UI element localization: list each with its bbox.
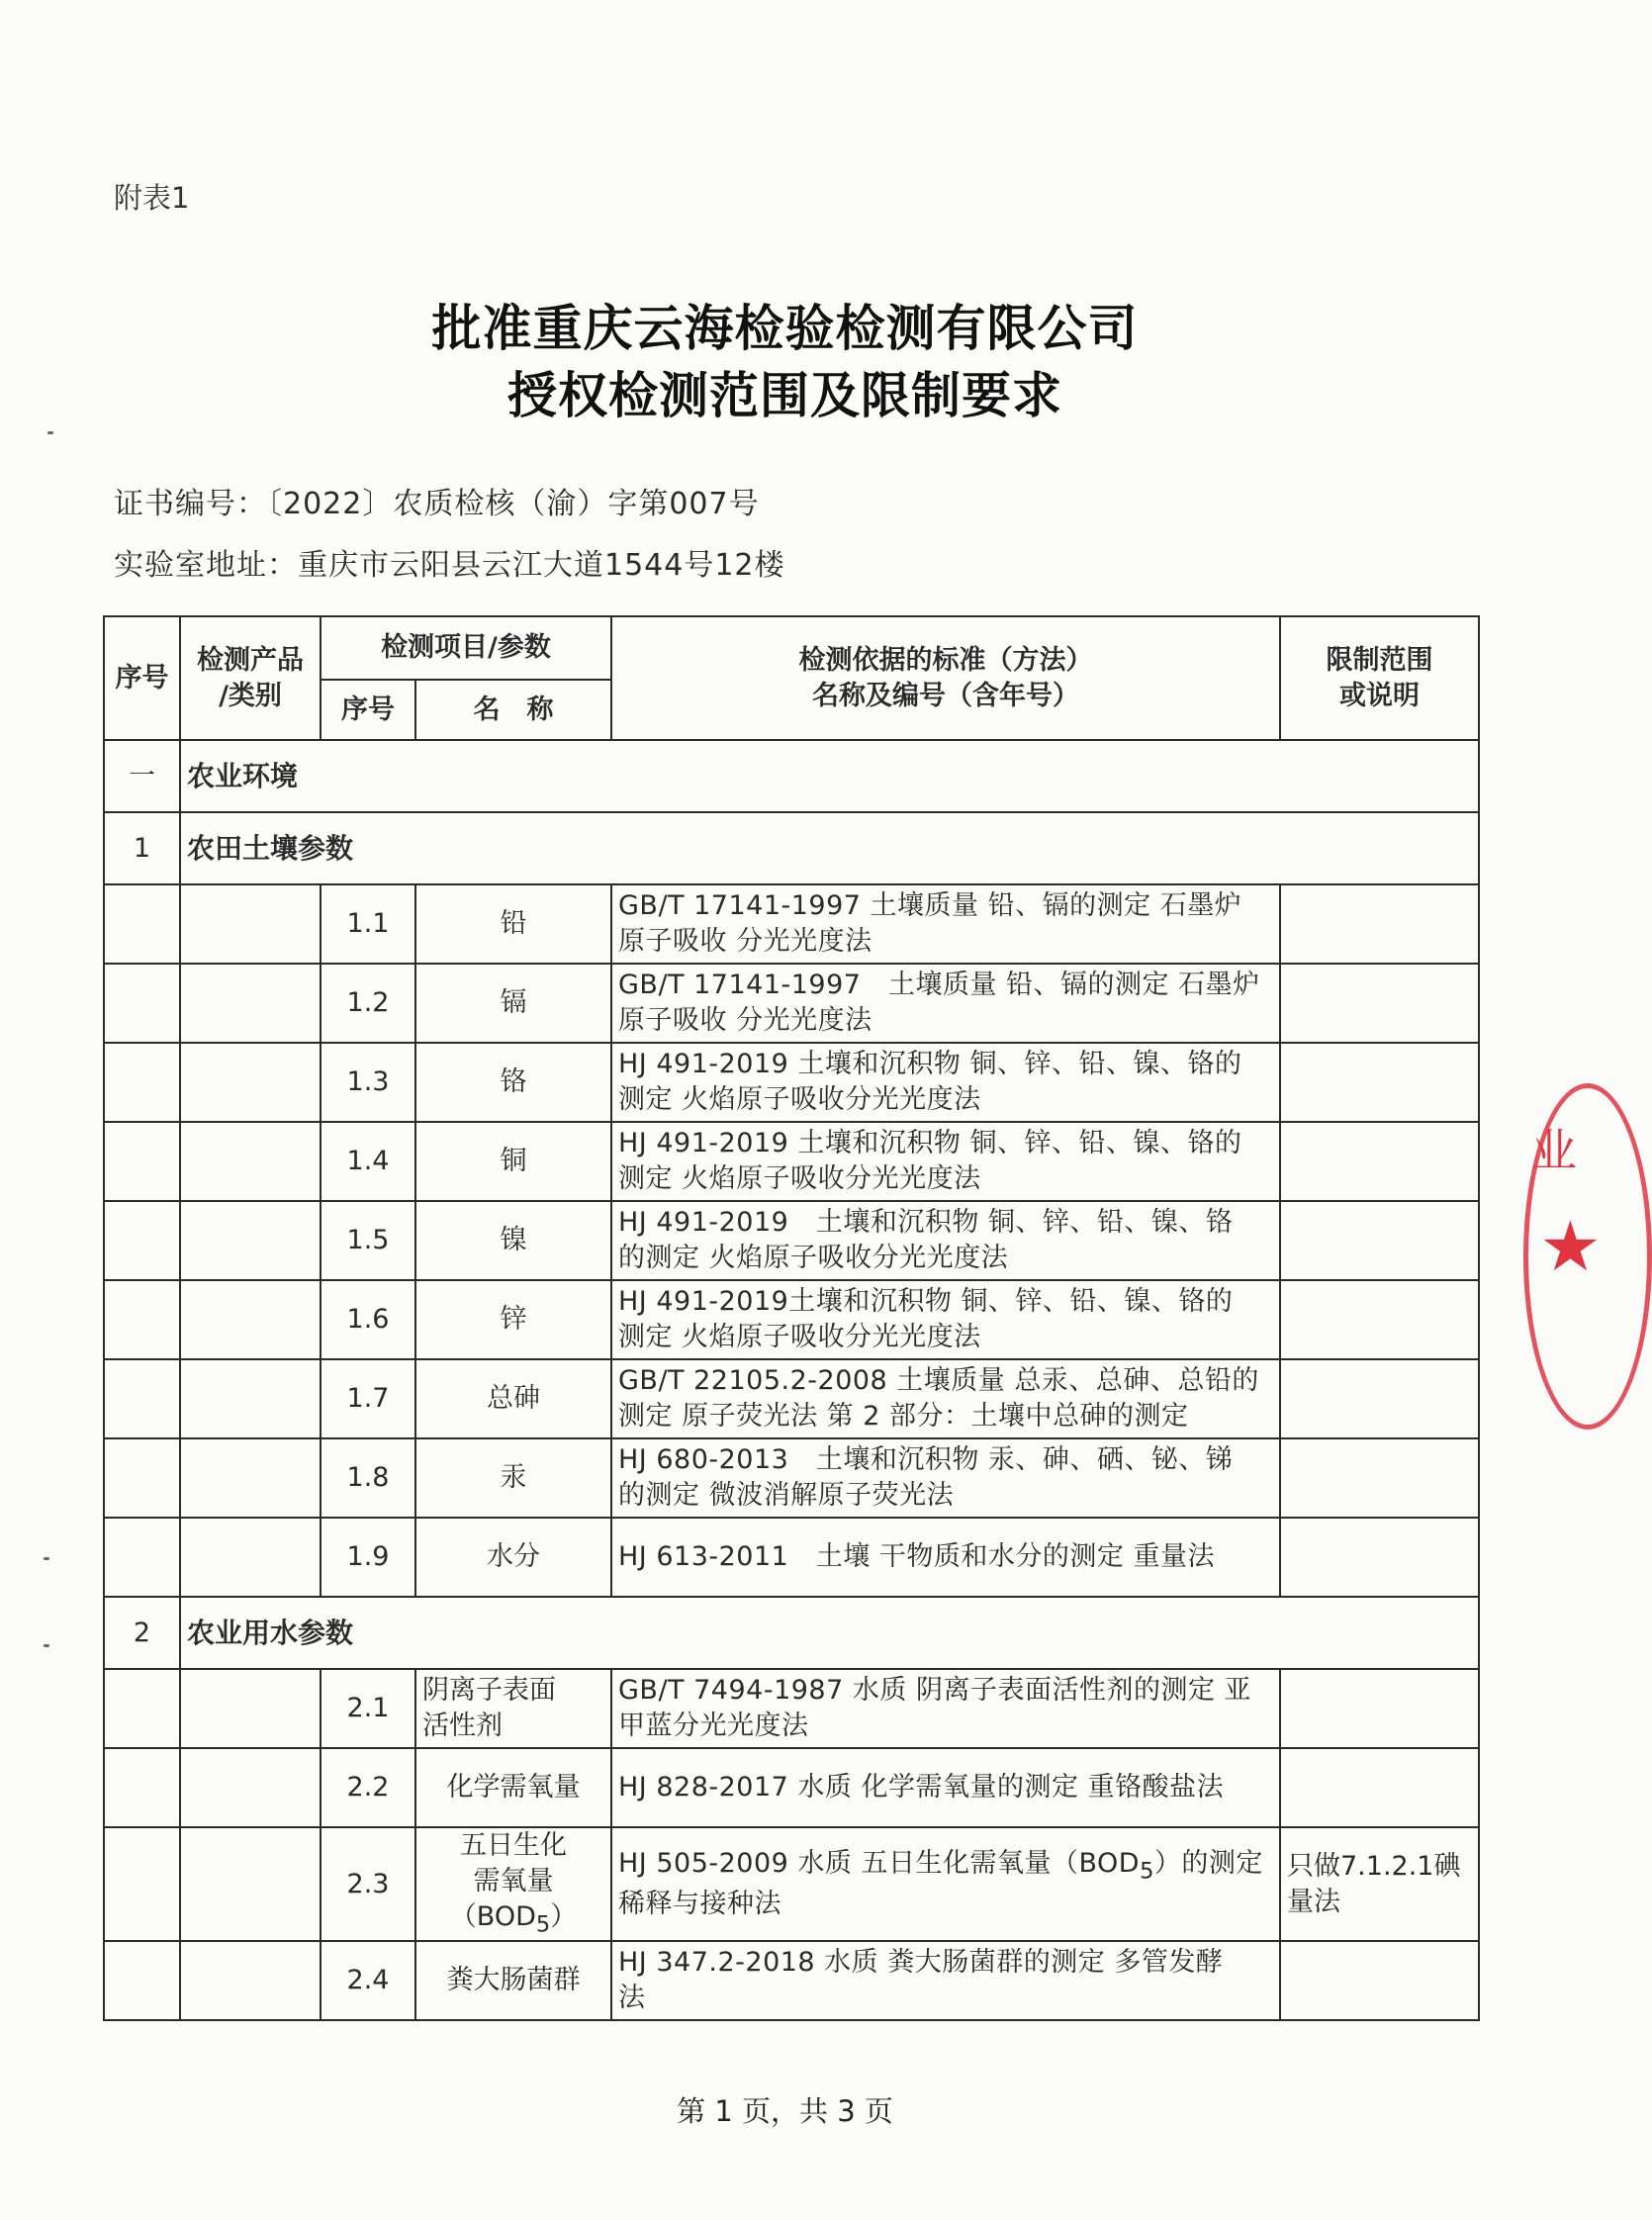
scan-speck [44,1557,49,1560]
std-part-b: ）的测定 [1153,1847,1263,1879]
header-standard-line2: 名称及编号（含年号） [812,680,1079,711]
empty-cell [180,1518,321,1597]
item-standard-line1: HJ 347.2-2018 水质 粪大肠菌群的测定 多管发酵 [618,1947,1224,1979]
section-row-water [104,1597,1479,1669]
item-standard [611,1280,1280,1359]
page-title-line2: 授权检测范围及限制要求 [507,367,1062,424]
table-row [104,1941,1479,2020]
item-seq: 1.6 [321,1280,415,1359]
item-standard-line2: 测定 火焰原子吸收分光光度法 [618,1163,981,1194]
item-limit-line1: 只做7.1.2.1碘 [1287,1850,1461,1882]
item-standard-line1: HJ 613-2011 土壤 干物质和水分的测定 重量法 [618,1541,1216,1573]
item-limit [1280,1438,1479,1518]
item-name: 汞 [415,1438,611,1518]
bod-open: （BOD [449,1900,536,1932]
std-part-a: HJ 505-2009 水质 五日生化需氧量（BOD [618,1847,1141,1879]
header-category-line1: 检测产品 [197,644,304,676]
item-name: 铬 [415,1043,611,1122]
empty-cell [180,1280,321,1359]
scope-table [103,615,1480,2021]
page-footer: 第 1 页，共 3 页 [677,2094,893,2128]
item-limit [1280,1359,1479,1438]
section-label: 农田土壤参数 [180,812,1479,884]
item-seq: 1.3 [321,1043,415,1122]
scan-speck [44,1644,49,1647]
empty-cell [180,1359,321,1438]
item-name-line1: 阴离子表面 [422,1675,556,1707]
empty-cell [180,884,321,964]
item-standard [611,1438,1280,1518]
item-standard-line1: GB/T 7494-1987 水质 阴离子表面活性剂的测定 亚 [618,1675,1252,1707]
header-limit-line2: 或说明 [1339,680,1420,711]
section-row-soil [104,812,1479,884]
table-row [104,1280,1479,1359]
header-category [180,616,321,740]
item-standard: HJ 828-2017 水质 化学需氧量的测定 重铬酸盐法 [611,1748,1280,1827]
page-title-line1: 批准重庆云海检验检测有限公司 [431,300,1139,357]
header-limit-line1: 限制范围 [1326,644,1433,676]
empty-cell [104,1438,180,1518]
item-limit [1280,1748,1479,1827]
item-name-line3 [422,1899,604,1940]
item-limit [1280,1201,1479,1280]
lab-address: 实验室地址：重庆市云阳县云江大道1544号12楼 [114,548,785,583]
item-limit [1280,884,1479,964]
table-row [104,884,1479,964]
item-standard-line2: 稀释与接种法 [618,1889,781,1920]
item-name [415,1827,611,1941]
seal-character: 业 [1531,1124,1577,1177]
item-standard-line1: HJ 491-2019 土壤和沉积物 铜、锌、铅、镍、铬 [618,1207,1234,1239]
item-standard-line1: GB/T 17141-1997 土壤质量 铅、镉的测定 石墨炉 [618,890,1242,922]
item-seq: 1.2 [321,964,415,1043]
item-standard [611,1941,1280,2020]
item-standard [611,964,1280,1043]
item-name-line2: 需氧量 [473,1865,554,1896]
item-seq: 1.9 [321,1518,415,1597]
item-standard-line2: 测定 火焰原子吸收分光光度法 [618,1084,981,1115]
empty-cell [104,1669,180,1748]
item-standard-line2: 测定 火焰原子吸收分光光度法 [618,1322,981,1352]
item-seq: 1.7 [321,1359,415,1438]
empty-cell [180,1122,321,1201]
item-name: 化学需氧量 [415,1748,611,1827]
item-standard-line1: HJ 491-2019 土壤和沉积物 铜、锌、铅、镍、铬的 [618,1049,1242,1080]
section-num: 1 [104,812,180,884]
item-limit [1280,1518,1479,1597]
empty-cell [180,1201,321,1280]
bod-subscript: 5 [535,1911,551,1938]
item-standard-line1: HJ 491-2019 土壤和沉积物 铜、锌、铅、镍、铬的 [618,1128,1242,1159]
item-standard-line1: GB/T 22105.2-2008 土壤质量 总汞、总砷、总铅的 [618,1365,1259,1397]
item-limit [1280,1669,1479,1748]
header-standard-line1: 检测依据的标准（方法） [798,644,1093,676]
empty-cell [180,964,321,1043]
item-seq: 1.5 [321,1201,415,1280]
header-row-top [104,616,1479,680]
item-seq: 1.1 [321,884,415,964]
appendix-label: 附表1 [114,181,190,215]
item-name: 镉 [415,964,611,1043]
section-label: 农业环境 [180,740,1479,812]
seal-star-icon: ★ [1539,1206,1602,1287]
item-seq: 2.4 [321,1941,415,2020]
item-standard-line1: HJ 680-2013 土壤和沉积物 汞、砷、硒、铋、锑 [618,1444,1234,1476]
item-name: 镍 [415,1201,611,1280]
table-row [104,1669,1479,1748]
item-limit [1280,964,1479,1043]
empty-cell [104,1122,180,1201]
item-standard-line1: HJ 491-2019土壤和沉积物 铜、锌、铅、镍、铬的 [618,1286,1234,1318]
empty-cell [180,1669,321,1748]
item-name: 粪大肠菌群 [415,1941,611,2020]
empty-cell [104,964,180,1043]
item-seq: 2.1 [321,1669,415,1748]
item-limit [1280,1941,1479,2020]
empty-cell [180,1827,321,1941]
table-row [104,1201,1479,1280]
item-seq: 2.3 [321,1827,415,1941]
section-num: 一 [104,740,180,812]
empty-cell [104,884,180,964]
item-limit [1280,1122,1479,1201]
empty-cell [104,1043,180,1122]
scan-speck [47,431,53,434]
empty-cell [104,1280,180,1359]
table-row [104,1827,1479,1941]
item-seq: 1.4 [321,1122,415,1201]
item-name-line1: 五日生化 [460,1830,567,1861]
empty-cell [104,1941,180,2020]
item-name: 锌 [415,1280,611,1359]
empty-cell [104,1359,180,1438]
table-row [104,1359,1479,1438]
empty-cell [104,1827,180,1941]
item-limit [1280,1827,1479,1941]
header-item-name: 名 称 [415,680,611,740]
item-name: 总砷 [415,1359,611,1438]
item-name: 水分 [415,1518,611,1597]
item-standard-line2: 原子吸收 分光光度法 [618,926,872,957]
item-standard-line2: 测定 原子荧光法 第 2 部分：土壤中总砷的测定 [618,1401,1189,1432]
item-standard [611,1043,1280,1122]
empty-cell [180,1748,321,1827]
header-limit [1280,616,1479,740]
table-row [104,1122,1479,1201]
item-name: 铅 [415,884,611,964]
item-name: 铜 [415,1122,611,1201]
table-row [104,964,1479,1043]
item-standard [611,884,1280,964]
empty-cell [104,1518,180,1597]
item-seq: 1.8 [321,1438,415,1518]
empty-cell [180,1438,321,1518]
table-row [104,1438,1479,1518]
item-standard [611,1201,1280,1280]
item-standard-line1 [618,1846,1273,1887]
header-item-group: 检测项目/参数 [321,616,611,680]
item-standard-line2: 的测定 火焰原子吸收分光光度法 [618,1243,1009,1273]
section-row-agri-env [104,740,1479,812]
item-standard [611,1518,1280,1597]
item-name [415,1669,611,1748]
header-category-line2: /类别 [219,680,282,711]
item-standard [611,1122,1280,1201]
table-row [104,1518,1479,1597]
soil-rows [104,884,1479,1597]
item-standard-line1: GB/T 17141-1997 土壤质量 铅、镉的测定 石墨炉 [618,970,1260,1001]
item-seq: 2.2 [321,1748,415,1827]
item-standard-line2: 原子吸收 分光光度法 [618,1005,872,1036]
empty-cell [104,1748,180,1827]
table-row [104,1748,1479,1827]
empty-cell [104,1201,180,1280]
item-standard [611,1669,1280,1748]
item-limit [1280,1280,1479,1359]
item-standard-line2: 的测定 微波消解原子荧光法 [618,1480,955,1511]
item-limit-line2: 量法 [1287,1886,1340,1917]
item-standard-line2: 法 [618,1983,646,2014]
std-subscript: 5 [1140,1858,1154,1885]
certificate-number: 证书编号：〔2022〕农质检核（渝）字第007号 [114,487,760,521]
item-standard [611,1827,1280,1941]
item-name-line2: 活性剂 [422,1711,503,1741]
header-standard [611,616,1280,740]
item-standard [611,1359,1280,1438]
item-limit [1280,1043,1479,1122]
section-num: 2 [104,1597,180,1669]
table-row [104,1043,1479,1122]
empty-cell [180,1043,321,1122]
empty-cell [180,1941,321,2020]
section-label: 农业用水参数 [180,1597,1479,1669]
item-standard-line2: 甲蓝分光光度法 [618,1711,809,1741]
header-item-seq: 序号 [321,680,415,740]
bod-close: ） [550,1900,578,1932]
header-seq: 序号 [104,616,180,740]
